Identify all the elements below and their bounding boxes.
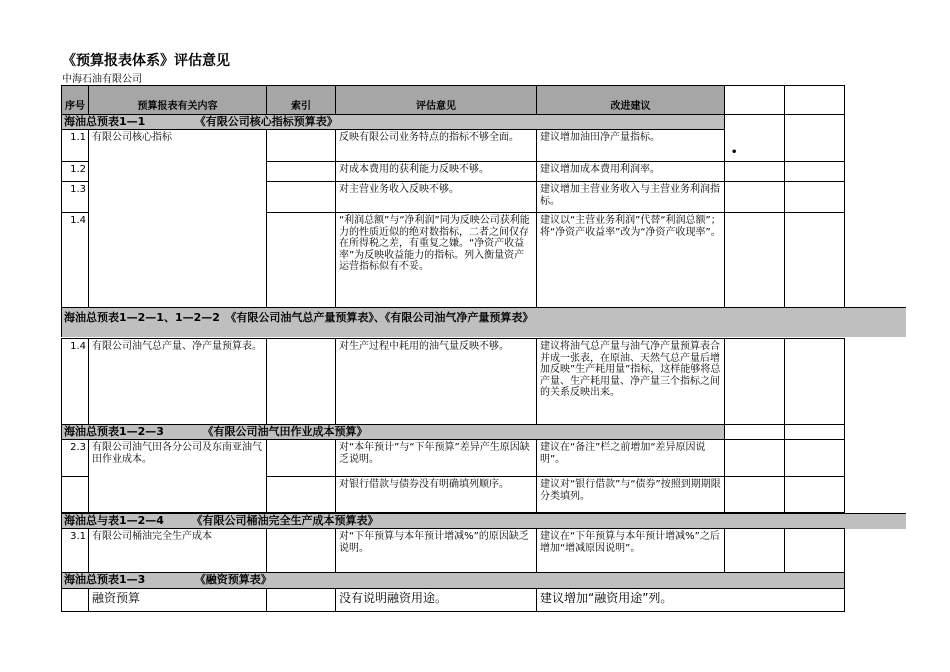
extra-cell (784, 528, 845, 573)
company-name: 中海石油有限公司 (62, 74, 142, 85)
index-cell (266, 212, 336, 308)
suggestion-cell: 建议以“主营业务利润”代替“利润总额”；将“净资产收益率”改为“净资产收现率”。 (536, 212, 725, 308)
bullet-mark: • (731, 147, 738, 158)
extra-cell (784, 338, 845, 425)
extra-cell (724, 212, 785, 308)
section-header: 海油总与表1—2—4 《有限公司桶油完全生产成本预算表》 (61, 513, 906, 529)
extra-cell (784, 212, 845, 308)
document-title: 《预算报表体系》评估意见 (62, 53, 230, 69)
header-extra-1 (724, 85, 785, 115)
content-cell: 有限公司桶油完全生产成本 (88, 528, 267, 573)
opinion-cell: 对生产过程中耗用的油气量反映不够。 (335, 338, 537, 425)
header-extra-2 (784, 85, 845, 115)
suggestion-cell: 建议将油气总产量与油气净产量预算表合并成一张表，在原油、天然气总产量后增加反映”生产耗用量”指标，这样能够将总产量、生产耗用量、净产量三个指标之间的关系反映出来。 (536, 338, 725, 425)
header-seq: 序号 (61, 85, 89, 115)
row-number: 1.4 (61, 338, 89, 425)
header-suggestion: 改进建议 (536, 85, 725, 115)
extra-cell (784, 181, 845, 213)
suggestion-cell: 建议增加成本费用利润率。 (536, 161, 725, 182)
extra-cell (724, 528, 785, 573)
suggestion-cell: 建议在“备注”栏之前增加“差异原因说明”。 (536, 439, 725, 477)
index-cell (266, 476, 336, 513)
header-content: 预算报表有关内容 (88, 85, 267, 115)
suggestion-cell: 建议在“下年预算与本年预计增减%”之后增加“增减原因说明”。 (536, 528, 725, 573)
opinion-cell: 反映有限公司业务特点的指标不够全面。 (335, 129, 537, 162)
suggestion-cell: 建议增加油田净产量指标。 (536, 129, 725, 162)
index-cell (266, 338, 336, 425)
content-cell: 有限公司油气总产量、净产量预算表。 (88, 338, 267, 425)
content-cell: 有限公司核心指标 (88, 129, 267, 308)
section-header: 海油总预表1—1 《有限公司核心指标预算表》 (61, 114, 725, 130)
opinion-cell: 对“下年预算与本年预计增减%”的原因缺乏说明。 (335, 528, 537, 573)
row-number: 1.1 (61, 129, 89, 162)
extra-cell (784, 476, 845, 513)
extra-cell (724, 476, 785, 513)
opinion-cell: 对主营业务收入反映不够。 (335, 181, 537, 213)
suggestion-cell: 建议对“银行借款”与“债券”按照到期期限分类填列。 (536, 476, 725, 513)
header-index: 索引 (266, 85, 336, 115)
index-cell (266, 181, 336, 213)
index-cell (266, 528, 336, 573)
index-cell (266, 439, 336, 477)
extra-cell (784, 114, 845, 162)
index-cell (266, 129, 336, 162)
content-cell: 有限公司油气田各分公司及东南亚油气田作业成本。 (88, 439, 267, 513)
section-header: 海油总预表1—3 《融资预算表》 (61, 572, 845, 589)
content-cell: 融资预算 (88, 588, 267, 612)
extra-cell (784, 439, 845, 477)
extra-cell (784, 161, 845, 182)
section-header: 海油总预表1—2—1、1—2—2 《有限公司油气总产量预算表》、《有限公司油气净产量预算表》 (61, 307, 906, 337)
row-number: 1.3 (61, 181, 89, 213)
extra-cell (724, 161, 785, 182)
opinion-cell: 对银行借款与债券没有明确填列顺序。 (335, 476, 537, 513)
extra-cell (724, 424, 785, 440)
opinion-cell: 没有说明融资用途。 (335, 588, 537, 612)
index-cell (266, 161, 336, 182)
header-opinion: 评估意见 (335, 85, 537, 115)
row-number (61, 588, 89, 612)
extra-cell (724, 439, 785, 477)
opinion-cell: “利润总额”与“净利润”同为反映公司获利能力的性质近似的绝对数指标，二者之间仅存在所得税之差，有重复之嫌。“净资产收益率”为反映收益能力的指标。列入衡量资产运营指标似有不妥。 (335, 212, 537, 308)
row-number: 1.4 (61, 212, 89, 308)
section-header: 海油总预表1—2—3 《有限公司油气田作业成本预算》 (61, 424, 725, 440)
opinion-cell: 对成本费用的获利能力反映不够。 (335, 161, 537, 182)
row-number (61, 476, 89, 513)
row-number: 2.3 (61, 439, 89, 477)
row-number: 3.1 (61, 528, 89, 573)
opinion-cell: 对“本年预计”与“下年预算”差异产生原因缺乏说明。 (335, 439, 537, 477)
extra-cell (784, 424, 845, 440)
row-number: 1.2 (61, 161, 89, 182)
extra-cell (724, 338, 785, 425)
suggestion-cell: 建议增加主营业务收入与主营业务利润指标。 (536, 181, 725, 213)
suggestion-cell: 建议增加“融资用途”列。 (536, 588, 845, 612)
index-cell (266, 588, 336, 612)
extra-cell (724, 181, 785, 213)
